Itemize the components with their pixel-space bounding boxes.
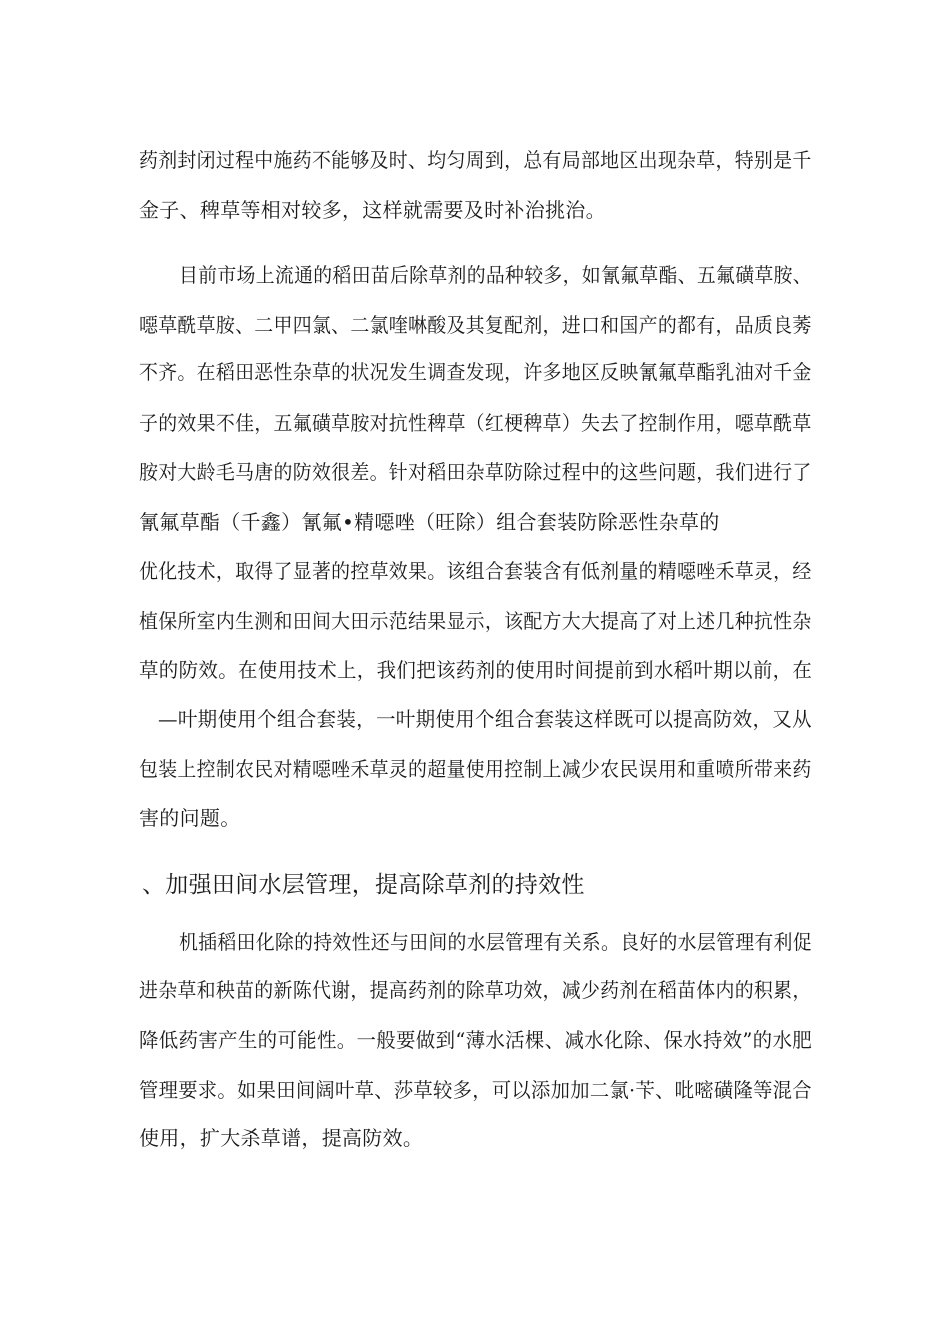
- text-line: 目前市场上流通的稻田苗后除草剂的品种较多，如氰氟草酯、五氟磺草胺、: [179, 263, 812, 287]
- text-line: 使用，扩大杀草谱，提高防效。: [139, 1126, 424, 1150]
- text-line: 害的问题。: [139, 806, 241, 830]
- text-line: 管理要求。如果田间阔叶草、莎草较多，可以添加加二氯·苄、吡嘧磺隆等混合: [139, 1078, 812, 1102]
- text-line: 植保所室内生测和田间大田示范结果显示，该配方大大提高了对上述几种抗性杂: [139, 609, 812, 633]
- text-line: 金子、稗草等相对较多，这样就需要及时补治挑治。: [139, 198, 606, 222]
- text-line: 进杂草和秧苗的新陈代谢，提高药剂的除草功效，减少药剂在稻苗体内的积累，: [139, 978, 812, 1002]
- text-line: 包装上控制农民对精噁唑禾草灵的超量使用控制上减少农民误用和重喷所带来药: [139, 757, 812, 781]
- text-line: 子的效果不佳，五氟磺草胺对抗性稗草（红梗稗草）失去了控制作用，噁草酰草: [139, 411, 812, 435]
- text-line: 草的防效。在使用技术上，我们把该药剂的使用时间提前到水稻叶期以前，在: [139, 658, 813, 682]
- text-line: 氰氟草酯（千鑫）氰氟•精噁唑（旺除）组合套装防除恶性杂草的: [139, 510, 720, 534]
- text-line: 噁草酰草胺、二甲四氯、二氯喹啉酸及其复配剂，进口和国产的都有，品质良莠: [139, 313, 812, 337]
- text-line: —叶期使用个组合套装，一叶期使用个组合套装这样既可以提高防效，又从: [158, 707, 812, 731]
- text-line: 降低药害产生的可能性。一般要做到“薄水活棵、减水化除、保水持效”的水肥: [139, 1028, 812, 1052]
- text-line: 药剂封闭过程中施药不能够及时、均匀周到，总有局部地区出现杂草，特别是千: [139, 148, 812, 172]
- text-line: 不齐。在稻田恶性杂草的状况发生调查发现，许多地区反映氰氟草酯乳油对千金: [139, 360, 812, 384]
- section-heading: 、加强田间水层管理，提高除草剂的持效性: [142, 872, 585, 898]
- text-line: 优化技术，取得了显著的控草效果。该组合套装含有低剂量的精噁唑禾草灵，经: [139, 559, 812, 583]
- text-line: 胺对大龄毛马唐的防效很差。针对稻田杂草防除过程中的这些问题，我们进行了: [139, 460, 812, 484]
- text-line: 机插稻田化除的持效性还与田间的水层管理有关系。良好的水层管理有利促: [179, 930, 812, 954]
